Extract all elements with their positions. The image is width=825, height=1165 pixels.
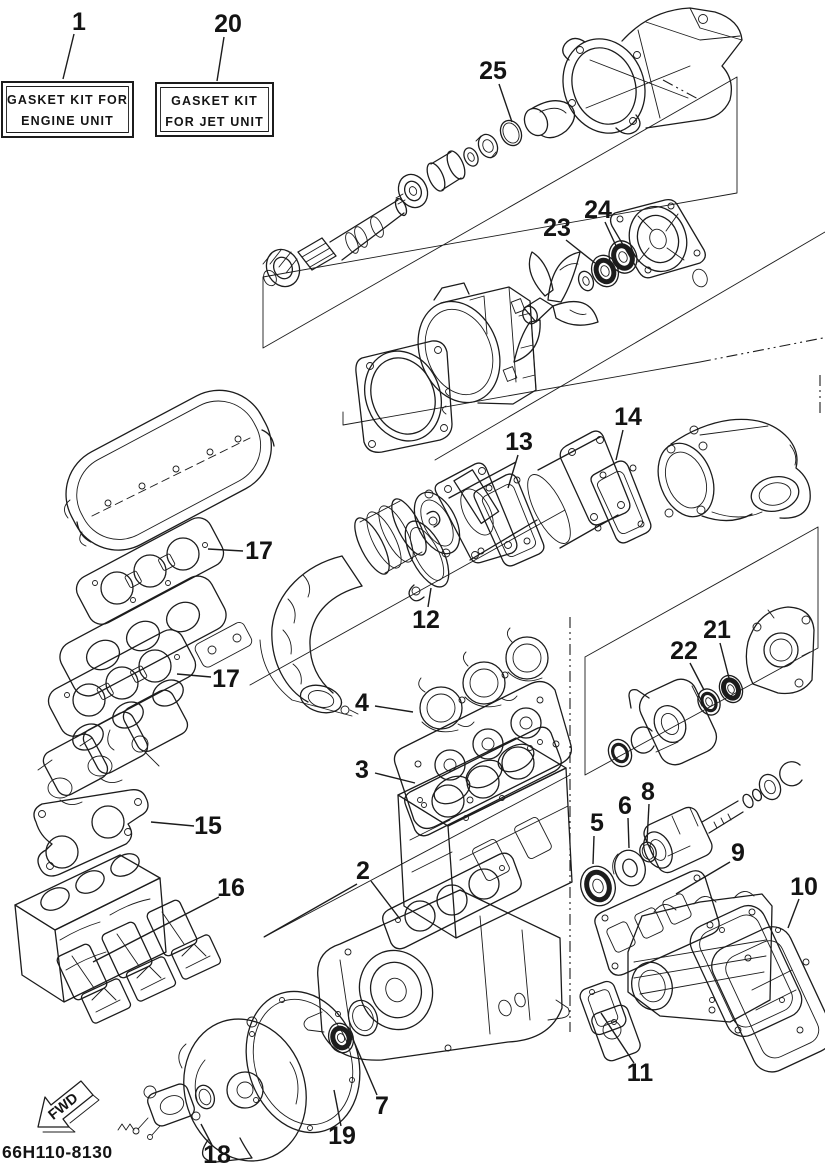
svg-text:10: 10 [790,873,818,901]
impeller [514,252,598,362]
oil-pump-18 [118,1082,218,1140]
exhaust-gasket-9 [595,871,719,975]
svg-text:17: 17 [212,665,240,693]
circlip-left [631,727,654,753]
drive-coupling [638,762,802,876]
callout-3[interactable] [355,756,415,784]
svg-text:21: 21 [703,616,731,644]
reed-valve-gaskets-16 [56,899,199,1002]
svg-text:2: 2 [356,857,370,885]
cylinder-block [398,738,572,938]
callout-2[interactable] [264,857,400,937]
washer-6 [610,846,650,890]
head-cover-gasket-4 [419,628,548,732]
exhaust-manifold-body [626,891,772,1022]
coupling-mount-plate [746,607,814,693]
callout-18[interactable] [201,1124,231,1165]
svg-text:12: 12 [412,606,440,634]
gasket-17-lower [44,625,201,741]
svg-text:15: 15 [194,812,222,840]
callout-17[interactable] [208,537,273,565]
svg-text:4: 4 [355,689,369,717]
callout-25[interactable] [479,57,512,122]
svg-text:5: 5 [590,809,604,837]
seal-washer-7 [325,996,383,1056]
exhaust-pipe-curved [260,494,433,717]
callout-21[interactable] [703,616,731,678]
drawing-number: 66H110-8130 [2,1142,113,1162]
outlet-duct-plate [352,340,454,452]
svg-text:6: 6 [618,792,632,820]
pump-stator-housing [611,198,710,289]
callout-16[interactable] [93,874,245,962]
jet-kit-label-box [156,83,273,136]
callout-10[interactable] [788,873,818,928]
svg-text:7: 7 [375,1092,389,1120]
svg-text:24: 24 [584,196,612,224]
callout-24[interactable] [584,196,617,248]
callout-6[interactable] [618,792,632,848]
engine-kit-label-box [2,82,133,137]
svg-text:18: 18 [203,1141,231,1165]
svg-text:8: 8 [641,778,655,806]
svg-text:16: 16 [217,874,245,902]
drive-shaft-bearing [393,170,432,212]
carburetor-assembly [38,675,191,805]
svg-text:19: 19 [328,1122,356,1150]
exhaust-elbow [648,419,810,524]
svg-text:25: 25 [479,57,507,85]
callout-1[interactable] [63,8,86,79]
svg-text:22: 22 [670,637,698,665]
engine-kit-label-line1: GASKET KIT FOR [7,93,128,107]
svg-text:1: 1 [72,8,86,36]
nose-cone [520,101,574,140]
shaft-spacer-sleeve [424,148,469,193]
engine-kit-label-line2: ENGINE UNIT [21,114,114,128]
jet-kit-label-line1: GASKET KIT [171,94,258,108]
mid-exhaust-pipe [435,462,537,563]
jet-pump-bracket-housing [550,8,742,145]
svg-text:9: 9 [731,839,745,867]
gasket-14 [591,461,651,543]
jet-kit-label-line2: FOR JET UNIT [165,115,264,129]
callout-11[interactable] [601,1013,653,1087]
callout-5[interactable] [590,809,604,864]
svg-text:17: 17 [245,537,273,565]
gasket-15 [34,790,148,876]
generator-cover [166,1003,325,1165]
callout-14[interactable] [614,403,642,460]
callout-22[interactable] [670,637,704,690]
svg-text:13: 13 [505,428,533,456]
oil-seal-5 [576,862,621,911]
o-ring-25 [497,117,526,149]
exhaust-pipe-flange [405,485,469,561]
gasket-17-upper [72,513,229,629]
svg-text:11: 11 [626,1059,654,1087]
svg-text:14: 14 [614,403,642,431]
intake-manifold [15,849,166,1002]
fwd-arrow-label: FWD [45,1090,82,1124]
svg-text:3: 3 [355,756,369,784]
svg-text:20: 20 [214,10,242,38]
callout-20[interactable] [214,10,242,81]
svg-text:23: 23 [543,214,571,242]
impeller-washer [576,269,596,293]
exhaust-outer-cover-10 [705,920,825,1078]
reed-valve-blocks [80,934,222,1025]
callout-4[interactable] [355,689,413,717]
fwd-arrow [38,1081,99,1132]
callout-17[interactable] [177,665,240,693]
callout-15[interactable] [151,812,222,840]
impeller-nut [475,131,501,160]
